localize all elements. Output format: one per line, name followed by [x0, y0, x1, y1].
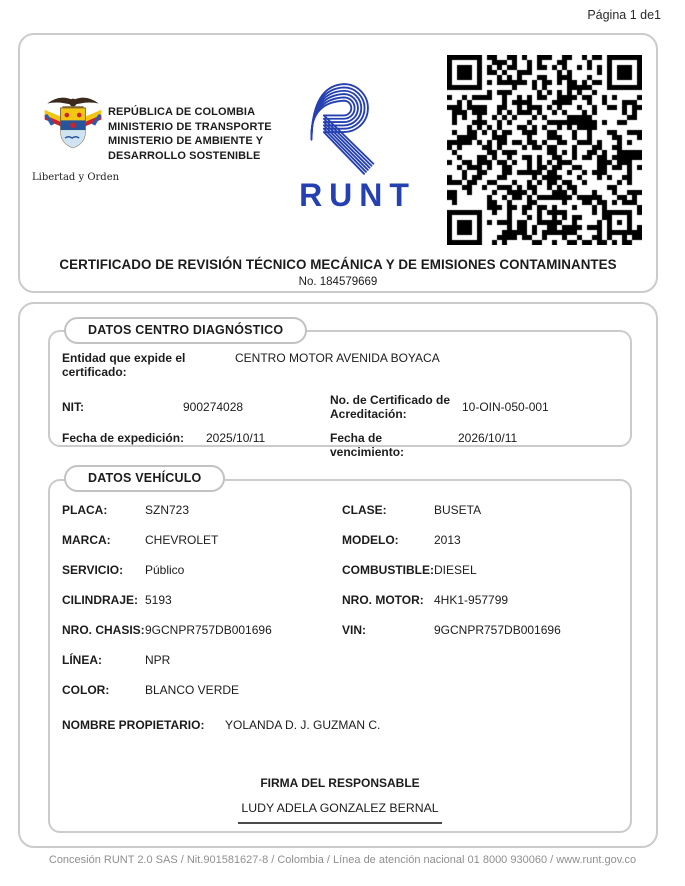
- vehiculo-row: [62, 593, 618, 607]
- field-value: BUSETA: [434, 503, 482, 517]
- field-label: COLOR:: [62, 683, 110, 697]
- field-value: BLANCO VERDE: [145, 683, 240, 697]
- field-label: Fecha de vencimiento:: [330, 431, 405, 459]
- field-label: CLASE:: [342, 503, 387, 517]
- runt-logo: [274, 61, 434, 214]
- ministry-line: MINISTERIO DE AMBIENTE Y: [108, 135, 264, 147]
- field-label: VIN:: [342, 623, 366, 637]
- field-label: [342, 653, 434, 667]
- certificate-body-card: [18, 302, 658, 848]
- signature-title: FIRMA DEL RESPONSABLE: [260, 776, 420, 790]
- field-label: NOMBRE PROPIETARIO:: [62, 718, 205, 732]
- field-label: SERVICIO:: [62, 563, 124, 577]
- field-label: NIT:: [62, 400, 84, 414]
- qr-code: [447, 55, 642, 245]
- field-label: LÍNEA:: [62, 653, 102, 667]
- vehiculo-row: [62, 503, 618, 517]
- field-label: No. de Certificado de Acreditación:: [330, 392, 451, 421]
- section-title-vehiculo: DATOS VEHÍCULO: [64, 465, 225, 492]
- section-vehiculo: [48, 479, 632, 833]
- field-value: 5193: [145, 593, 172, 607]
- runt-logo-icon: [296, 61, 412, 183]
- ministry-line: REPÚBLICA DE COLOMBIA: [108, 106, 256, 118]
- field-label: [342, 683, 434, 697]
- field-label: NRO. CHASIS:: [62, 623, 145, 637]
- certificate-number: No. 184579669: [298, 276, 378, 288]
- certificate-title: CERTIFICADO DE REVISIÓN TÉCNICO MECÁNICA Y DE EMISIONES CONTAMINANTES: [59, 257, 617, 272]
- emblem-caption: Libertad y Orden: [32, 172, 120, 183]
- field-value: 2025/10/11: [206, 431, 266, 445]
- field-label: Fecha de expedición:: [62, 431, 185, 445]
- field-row: [62, 718, 618, 732]
- field-value: NPR: [145, 653, 171, 667]
- coat-of-arms-icon: [42, 91, 104, 171]
- field-row: [62, 431, 618, 459]
- signature-name: LUDY ADELA GONZALEZ BERNAL: [241, 801, 439, 815]
- field-value: 9GCNPR757DB001696: [434, 623, 561, 637]
- field-value: CHEVROLET: [145, 533, 219, 547]
- field-value: 10-OIN-050-001: [462, 400, 549, 414]
- vehiculo-row: [62, 653, 618, 667]
- field-label: MARCA:: [62, 533, 111, 547]
- field-value: Público: [145, 563, 185, 577]
- signature-block: [50, 776, 630, 824]
- ministry-line: DESARROLLO SOSTENIBLE: [108, 149, 261, 162]
- field-value: YOLANDA D. J. GUZMAN C.: [225, 718, 381, 732]
- colombia-coat-of-arms: [32, 91, 120, 183]
- field-value: 4HK1-957799: [434, 593, 509, 607]
- field-value: 2013: [434, 533, 461, 547]
- field-value: CENTRO MOTOR AVENIDA BOYACA: [235, 351, 440, 365]
- vehiculo-row: [62, 623, 618, 637]
- qr-code-icon: [447, 55, 642, 245]
- vehiculo-row: [62, 683, 618, 697]
- vehiculo-row: [62, 533, 618, 547]
- ministry-line: MINISTERIO DE TRANSPORTE: [108, 120, 272, 133]
- vehiculo-rows: [62, 503, 618, 697]
- field-value: [434, 683, 618, 697]
- field-value: SZN723: [145, 503, 190, 517]
- field-label: PLACA:: [62, 503, 108, 517]
- field-value: [434, 653, 618, 667]
- footer-text: Concesión RUNT 2.0 SAS / Nit.901581627-8 / Colombia / Línea de atención nacional 01 8000 930060 / www.runt.gov.co: [48, 854, 637, 866]
- runt-wordmark: RUNT: [299, 177, 416, 213]
- field-row: [62, 392, 618, 422]
- section-title-centro-diagnostico: DATOS CENTRO DIAGNÓSTICO: [64, 317, 307, 344]
- field-row: [62, 351, 618, 379]
- field-label: MODELO:: [342, 533, 399, 547]
- certificate-header-card: [18, 33, 658, 293]
- field-label: CILINDRAJE:: [62, 593, 139, 607]
- field-label: COMBUSTIBLE:: [342, 563, 434, 577]
- field-value: 2026/10/11: [458, 431, 518, 445]
- signature-line: [238, 799, 442, 824]
- page-number-label: Página 1 de1: [587, 8, 661, 22]
- field-label: Entidad que expide el certificado:: [62, 351, 186, 379]
- field-value: 900274028: [183, 400, 244, 414]
- section-centro-diagnostico: [48, 330, 632, 459]
- field-label: NRO. MOTOR:: [342, 593, 424, 607]
- field-value: 9GCNPR757DB001696: [145, 623, 272, 637]
- field-value: DIESEL: [434, 563, 477, 577]
- vehiculo-row: [62, 563, 618, 577]
- ministry-text-block: [108, 105, 272, 163]
